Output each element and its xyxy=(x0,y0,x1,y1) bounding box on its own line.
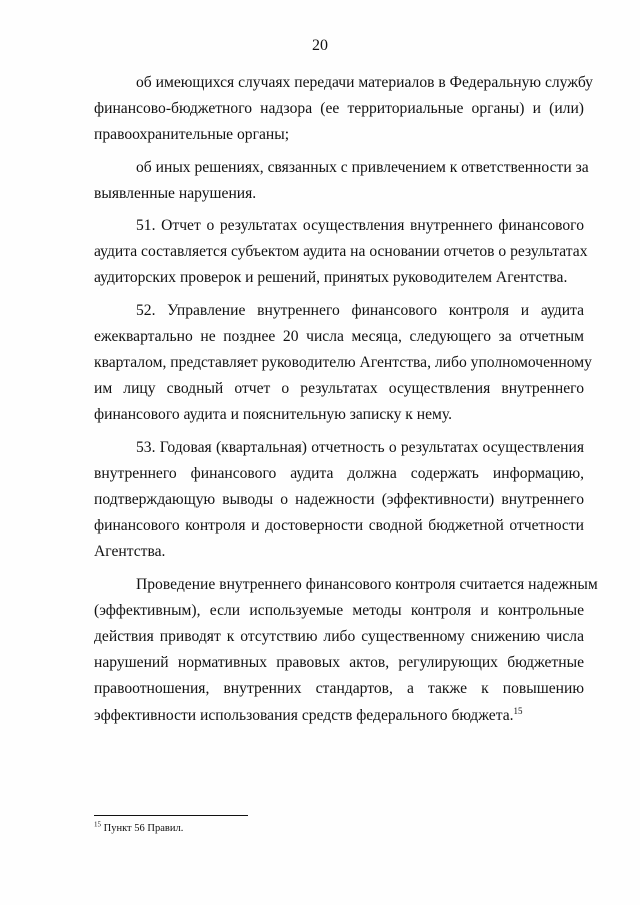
text-line: финансового аудита и пояснительную записку к нему. xyxy=(94,406,453,424)
text-line: ежеквартально не позднее 20 числа месяца, следующего за отчетным xyxy=(94,327,584,345)
text-line: им лицу сводный отчет о результатах осуществления внутреннего xyxy=(94,380,584,398)
paragraph-control-reliability xyxy=(94,572,598,729)
document-body xyxy=(94,70,598,729)
footnote xyxy=(94,822,183,835)
text-line: финансового контроля и достоверности сводной бюджетной отчетности xyxy=(94,517,584,535)
page-number: 20 xyxy=(312,37,328,54)
text-line: подтверждающую выводы о надежности (эффективности) внутреннего xyxy=(94,491,584,509)
text-line: об иных решениях, связанных с привлечением к ответственности за xyxy=(136,158,589,176)
text-line: действия приводят к отсутствию либо существенному снижению числа xyxy=(94,628,584,646)
footnote-separator xyxy=(94,815,248,816)
text-line: (эффективным), если используемые методы контроля и контрольные xyxy=(94,601,584,619)
paragraph-item-52 xyxy=(94,298,592,429)
text-line: внутреннего финансового аудита должна содержать информацию, xyxy=(94,464,584,482)
text-line: кварталом, представляет руководителю Агентства, либо уполномоченному xyxy=(94,354,592,372)
text-line: нарушений нормативных правовых актов, регулирующих бюджетные xyxy=(94,654,584,672)
text-line: Проведение внутреннего финансового контроля считается надежным xyxy=(136,575,598,593)
footnote-number: 15 xyxy=(94,820,101,829)
text-line: 53. Годовая (квартальная) отчетность о результатах осуществления xyxy=(136,438,584,456)
text-line: об имеющихся случаях передачи материалов в Федеральную службу xyxy=(136,74,593,91)
text-line: эффективности использования средств федерального бюджета. xyxy=(94,706,514,724)
footnote-text: Пункт 56 Правил. xyxy=(103,823,184,834)
paragraph-item-51 xyxy=(94,213,588,292)
text-line: правоотношения, внутренних стандартов, а также к повышению xyxy=(94,680,584,698)
footnote-reference: 15 xyxy=(513,705,523,716)
paragraph-transfer-materials xyxy=(94,70,593,149)
text-line: аудиторских проверок и решений, принятых руководителем Агентства. xyxy=(94,269,568,287)
text-line: финансово-бюджетного надзора (ее территориальные органы) и (или) xyxy=(94,100,584,118)
paragraph-item-53 xyxy=(94,435,584,566)
text-line: правоохранительные органы; xyxy=(94,126,290,144)
text-line: выявленные нарушения. xyxy=(94,184,257,202)
paragraph-other-decisions xyxy=(94,155,589,207)
text-line: аудита составляется субъектом аудита на основании отчетов о результатах xyxy=(94,243,588,261)
text-line-with-footnote xyxy=(94,703,584,729)
text-line: 52. Управление внутреннего финансового контроля и аудита xyxy=(136,301,584,319)
text-line: Агентства. xyxy=(94,543,166,561)
text-line: 51. Отчет о результатах осуществления внутреннего финансового xyxy=(136,217,584,235)
